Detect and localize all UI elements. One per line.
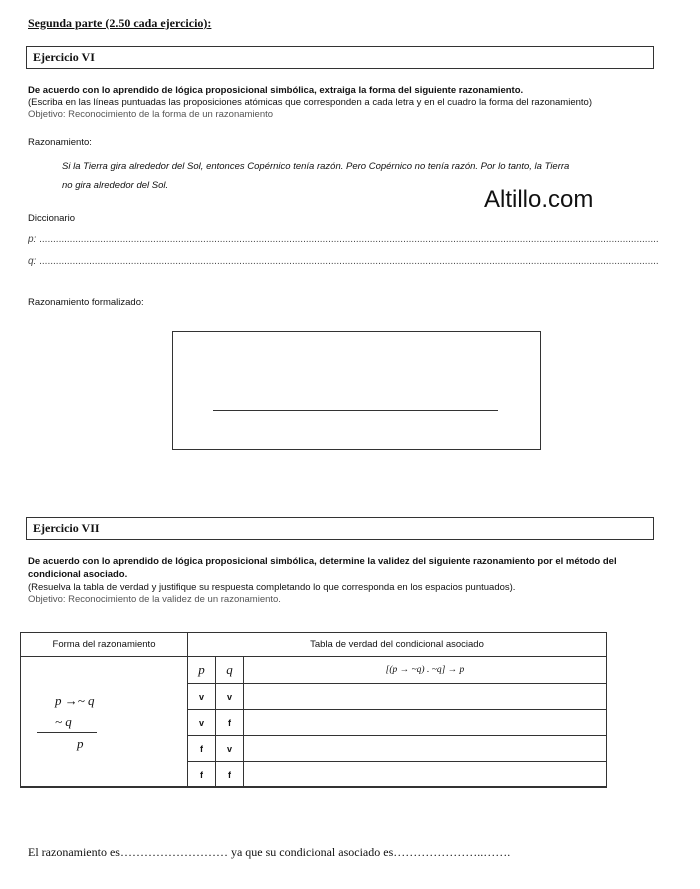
part-title-colon: : [207, 16, 212, 30]
cell-q: f [216, 762, 244, 788]
answer-cell[interactable] [244, 684, 607, 710]
premise-1: p →~ q [55, 693, 95, 708]
exercise-vii-instruction-2: condicional asociado. [28, 569, 128, 580]
q-dots: ............................................................................................................................................................................................................................... [39, 256, 659, 267]
col-q-header: q [216, 657, 244, 684]
header-truth-table: Tabla de verdad del condicional asociado [188, 633, 607, 657]
p-dots: ............................................................................................................................................................................................................................... [39, 234, 659, 245]
exercise-vi-title: Ejercicio VI [26, 46, 654, 69]
exercise-vii-title: Ejercicio VII [26, 517, 654, 540]
formalized-label: Razonamiento formalizado: [28, 297, 144, 308]
exercise-vii-note: (Resuelva la tabla de verdad y justifique su respuesta completando lo que corresponda en los espacios puntuados). [28, 582, 516, 593]
answer-cell[interactable] [244, 710, 607, 736]
dictionary-p-line[interactable] [28, 234, 668, 245]
part-title: Segunda parte (2.50 cada ejercicio): [28, 16, 212, 30]
p-label: p: [28, 234, 37, 245]
exercise-vi-objective: Objetivo: Reconocimiento de la forma de un razonamiento [28, 109, 274, 120]
q-label: q: [28, 256, 37, 267]
formalized-answer-box[interactable] [172, 331, 541, 450]
premise-2: ~ q [37, 711, 97, 733]
reasoning-line-2: no gira alrededor del Sol. [62, 180, 169, 191]
truth-table [20, 632, 607, 788]
header-form: Forma del razonamiento [21, 633, 188, 657]
formalized-answer-line [213, 410, 498, 411]
dictionary-label: Diccionario [28, 213, 75, 224]
answer-cell[interactable] [244, 762, 607, 788]
col-p-header: p [188, 657, 216, 684]
associated-conditional-formula: [(p → ~q) . ~q] → p [244, 657, 607, 684]
argument-form-cell [21, 657, 188, 788]
exercise-vii-objective: Objetivo: Reconocimiento de la validez de un razonamiento. [28, 594, 281, 605]
exercise-vi-instruction: De acuerdo con lo aprendido de lógica proposicional simbólica, extraiga la forma del siguiente razonamiento. [28, 85, 524, 96]
exercise-vii-instruction-1: De acuerdo con lo aprendido de lógica proposicional simbólica, determine la validez del siguiente razonamiento por el método del [28, 556, 617, 567]
answer-cell[interactable] [244, 736, 607, 762]
reasoning-line-1: Si la Tierra gira alrededor del Sol, entonces Copérnico tenía razón. Pero Copérnico no tenía razón. Por lo tanto, la Tierra [62, 161, 570, 172]
argument-conclusion: p [77, 736, 84, 751]
cell-q: v [216, 736, 244, 762]
cell-p: f [188, 762, 216, 788]
dictionary-q-line[interactable] [28, 256, 668, 267]
cell-q: f [216, 710, 244, 736]
cell-q: v [216, 684, 244, 710]
reasoning-label: Razonamiento: [28, 137, 92, 148]
cell-p: f [188, 736, 216, 762]
watermark: Altillo.com [484, 186, 594, 213]
exercise-vi-note: (Escriba en las líneas puntuadas las proposiciones atómicas que corresponden a cada letra y en el cuadro la forma del razonamiento) [28, 97, 592, 108]
cell-p: v [188, 684, 216, 710]
cell-p: v [188, 710, 216, 736]
final-sentence[interactable]: El razonamiento es……………………… ya que su condicional asociado es…………………..……. [28, 845, 511, 859]
